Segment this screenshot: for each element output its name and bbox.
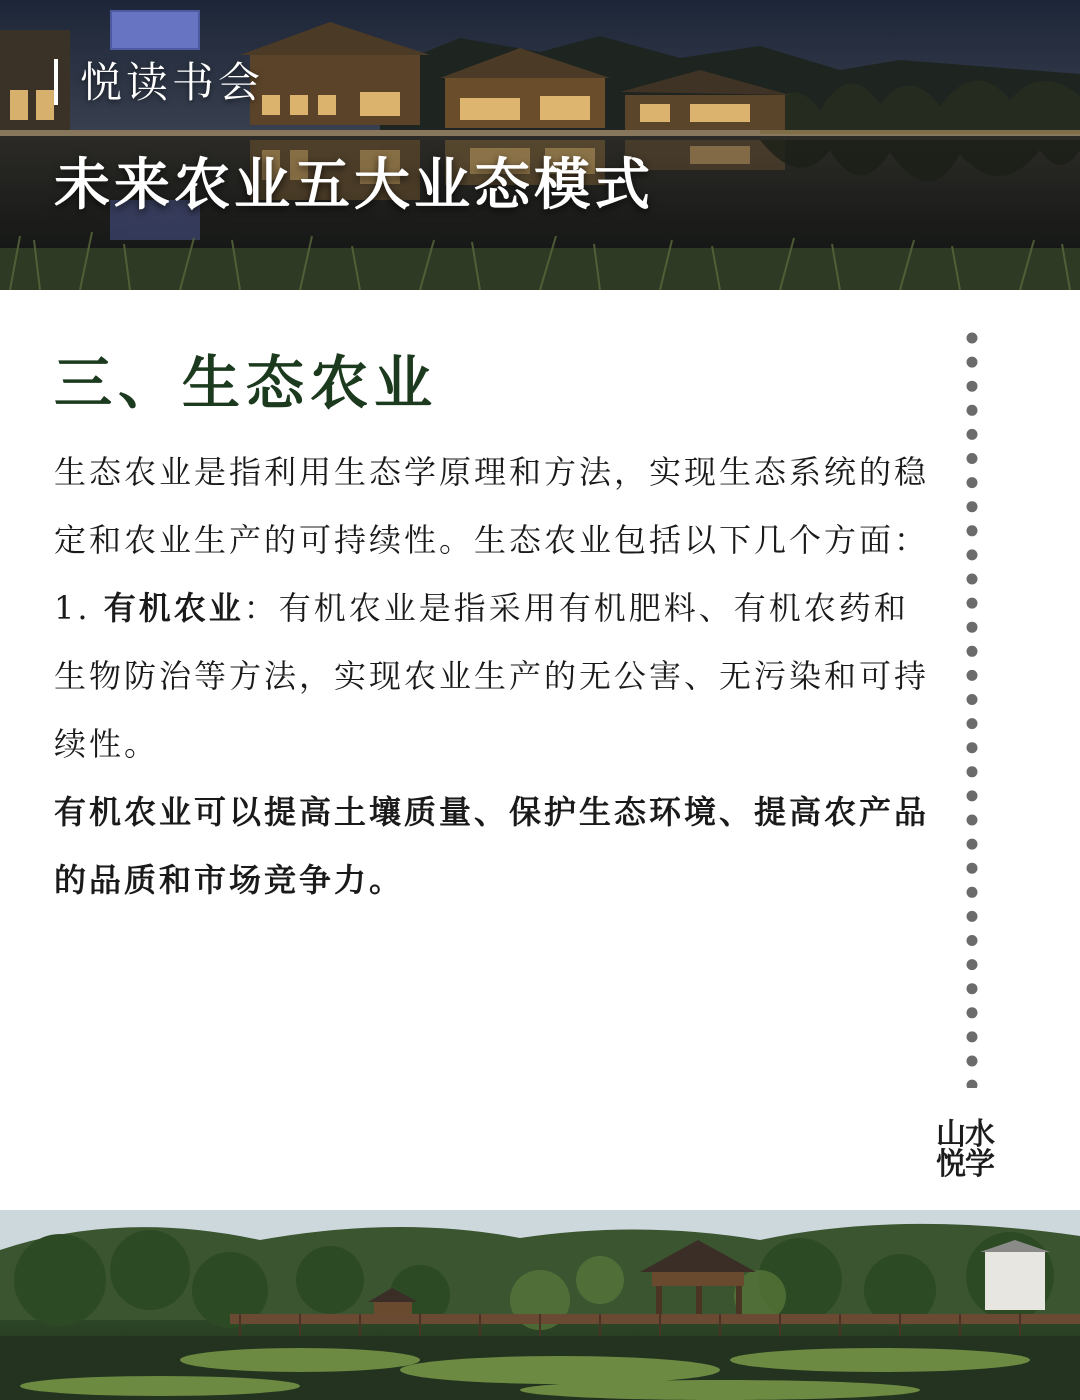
intro-paragraph: 生态农业是指利用生态学原理和方法，实现生态系统的稳定和农业生产的可持续性。生态农业包括以下几个方面： (54, 453, 930, 559)
divider-dot (967, 694, 978, 705)
divider-dot (967, 622, 978, 633)
header-banner (0, 0, 1080, 290)
divider-dot (967, 598, 978, 609)
section-title: 三、生态农业 (54, 349, 439, 417)
series-label-divider (54, 59, 58, 105)
divider-dot (967, 549, 978, 560)
divider-dot (967, 453, 978, 464)
list-item-organic-farming (54, 574, 934, 778)
divider-dot (967, 405, 978, 416)
divider-dot (967, 381, 978, 392)
list-item-number: 1. (54, 589, 104, 627)
logo-line-2: 悦学 (936, 1147, 994, 1182)
divider-dot (967, 718, 978, 729)
dotted-divider (960, 328, 984, 1088)
divider-dot (967, 429, 978, 440)
series-label-text: 悦读书会 (80, 58, 265, 107)
divider-dot (967, 839, 978, 850)
article-body (54, 438, 934, 914)
divider-dot (967, 935, 978, 946)
night-resort-photo (0, 0, 1080, 290)
divider-dot (967, 333, 978, 344)
divider-dot (967, 983, 978, 994)
divider-dot (967, 887, 978, 898)
divider-dot (967, 477, 978, 488)
divider-dot (967, 1080, 978, 1088)
divider-dot (967, 790, 978, 801)
divider-dot (967, 1007, 978, 1018)
divider-dot (967, 670, 978, 681)
divider-dot (967, 911, 978, 922)
divider-dot (967, 959, 978, 970)
series-label (54, 58, 264, 108)
divider-dot (967, 525, 978, 536)
divider-dot (967, 815, 978, 826)
divider-dot (967, 742, 978, 753)
divider-dot (967, 501, 978, 512)
divider-dot (967, 1031, 978, 1042)
article-title: 未来农业五大业态模式 (54, 152, 654, 218)
divider-dot (967, 863, 978, 874)
lake-pavilion-photo (0, 1210, 1080, 1400)
divider-dot (967, 766, 978, 777)
logo-line-1: 山水 (936, 1117, 994, 1152)
brand-logo (936, 1117, 1012, 1182)
divider-dot (967, 646, 978, 657)
emphasis-text: 有机农业可以提高土壤质量、保护生态环境、提高农产品的品质和市场竞争力。 (54, 793, 930, 899)
divider-dot (967, 1056, 978, 1067)
footer-photo (0, 1210, 1080, 1400)
divider-dot (967, 574, 978, 585)
divider-dot (967, 357, 978, 368)
list-item-description: ：有机农业是指采用有机肥料、有机农药和生物防治等方法，实现农业生产的无公害、无污染和可持续性。 (54, 589, 930, 763)
emphasis-paragraph (54, 778, 934, 914)
list-item-term: 有机农业 (103, 589, 244, 627)
